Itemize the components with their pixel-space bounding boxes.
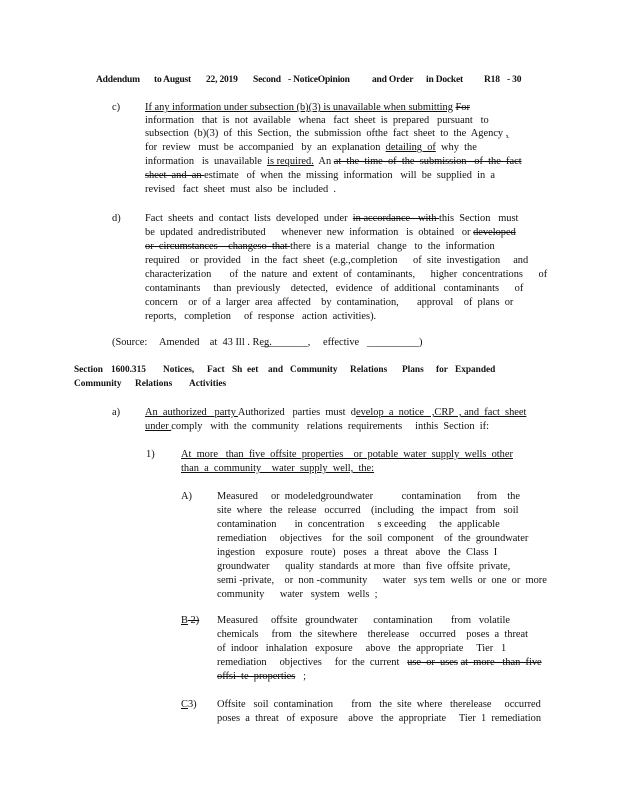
heading-text: Relations: [135, 379, 173, 389]
text-line: groundwater quality standards at more than five offsite private,: [217, 561, 511, 572]
header-text: Addendum: [96, 75, 140, 85]
text-line: of indoor inhalation exposure above the appropriate Tier 1: [217, 643, 507, 654]
item-label: [181, 698, 197, 711]
text-line: chemicals from the sitewhere therelease occurred poses a threat: [217, 629, 529, 640]
text-line: [145, 420, 489, 433]
heading-text: Community: [290, 365, 338, 375]
text-run: remediation objectives for the current: [217, 657, 408, 668]
heading-text: for: [436, 365, 448, 375]
heading-text: Community: [74, 379, 122, 389]
source-blank: __________): [367, 337, 423, 348]
struck-text: at more than five: [460, 657, 542, 668]
text-run: Fact sheets and contact lists developed under: [145, 213, 353, 224]
text-run: be updated andredistributed whenever new information is obtained or: [145, 227, 474, 238]
text-run: comply with the community relations requirements inthis Section if:: [171, 421, 489, 432]
inserted-text: than a community water supply well, the:: [181, 463, 375, 474]
header-text: 22, 2019: [206, 75, 238, 85]
text-run: subsection (b)(3) of this Section, the submission ofthe fact sheet to the Agency: [145, 128, 504, 139]
text-line: [145, 240, 495, 253]
source-blank: _________,: [261, 337, 311, 348]
text-line: ingestion exposure route) poses a threat above the Class I: [217, 547, 498, 558]
inserted-text: C: [181, 699, 188, 710]
text-line: required or provided in the fact sheet (e.g.,completion of site investigation and: [145, 255, 529, 266]
item-label: A): [181, 491, 192, 502]
struck-text: at the time of the submission of the fact: [333, 156, 522, 167]
text-run: ;: [295, 671, 306, 682]
text-run: information is unavailable: [145, 156, 268, 167]
text-line: revised fact sheet must also be included .: [145, 184, 337, 195]
item-label: a): [112, 407, 121, 418]
heading-text: Section: [74, 365, 103, 375]
text-line: [145, 101, 470, 114]
heading-text: Expanded: [455, 365, 496, 375]
heading-text: 1600.315: [111, 365, 146, 375]
text-run: 3): [187, 699, 197, 710]
inserted-text: At more than five offsite properties or potable water supply wells other: [181, 449, 513, 460]
inserted-text: ,: [505, 128, 509, 139]
inserted-text: B: [181, 615, 188, 626]
header-text: - 30: [507, 75, 522, 85]
struck-text: 2): [187, 615, 200, 626]
header-text: Second: [253, 75, 281, 85]
item-label: d): [112, 213, 121, 224]
heading-text: Activities: [189, 379, 227, 389]
text-run: estimate of when the missing information will be supplied in a: [204, 170, 496, 181]
text-line: Offsite soil contamination from the site where therelease occurred: [217, 699, 541, 710]
text-line: [145, 212, 518, 225]
struck-text: For: [455, 102, 470, 113]
text-line: poses a threat of exposure above the appropriate Tier 1 remediation: [217, 713, 542, 724]
heading-text: Relations: [350, 365, 388, 375]
text-line: contaminants than previously detected, evidence of additional contaminants of: [145, 283, 524, 294]
header-text: - NoticeOpinion: [288, 75, 350, 85]
header-text: R18: [484, 75, 500, 85]
struck-text: developed: [473, 227, 516, 238]
inserted-text: detailing of: [385, 142, 436, 153]
inserted-text: If any information under subsection (b)(3) is unavailable when submitting: [145, 102, 453, 113]
item-label: 1): [146, 449, 155, 460]
heading-text: Sh eet: [232, 365, 259, 375]
heading-text: and: [268, 365, 283, 375]
text-line: [217, 670, 306, 683]
text-line: characterization of the nature and extent of contaminants, higher concentrations of: [145, 269, 548, 280]
item-label: c): [112, 102, 121, 113]
item-label: [181, 614, 199, 627]
text-line: [145, 155, 522, 168]
inserted-text: under: [145, 421, 172, 432]
struck-text: offsi te properties: [217, 671, 296, 682]
inserted-text: is required.: [267, 156, 314, 167]
text-line: contamination in concentration s exceeding the applicable: [217, 519, 500, 530]
heading-text: Plans: [402, 365, 424, 375]
text-line: remediation objectives for the soil component of the groundwater: [217, 533, 529, 544]
text-line: [145, 406, 526, 419]
source-label: (Source:: [112, 337, 148, 348]
text-run: there is a material change to the information: [290, 241, 495, 252]
text-line: site where the release occurred (including the impact from soil: [217, 505, 519, 516]
text-run: An: [313, 156, 334, 167]
text-line: [217, 656, 542, 669]
text-run: Authorized parties must d: [237, 407, 356, 418]
text-line: [145, 141, 477, 154]
struck-text: sheet and an: [145, 170, 205, 181]
text-line: Measured offsite groundwater contamination from volatile: [217, 615, 510, 626]
text-line: information that is not available whena fact sheet is prepared pursuant to: [145, 115, 489, 126]
text-line: reports, completion of response action activities).: [145, 311, 377, 322]
source-text: effective: [323, 337, 360, 348]
struck-text: in accordance with: [352, 213, 440, 224]
heading-text: Fact: [207, 365, 225, 375]
header-text: in Docket: [426, 75, 463, 85]
text-run: this Section must: [439, 213, 519, 224]
header-text: to August: [154, 75, 192, 85]
text-line: Measured or modeledgroundwater contamination from the: [217, 491, 520, 502]
text-run: why the: [435, 142, 477, 153]
text-run: for review must be accompanied by an explanation: [145, 142, 386, 153]
heading-text: Notices,: [163, 365, 195, 375]
text-line: semi -private, or non -community water sys tem wells or one or more: [217, 575, 547, 586]
text-line: community water system wells ;: [217, 589, 378, 600]
text-line: [145, 127, 508, 140]
struck-text: or circumstances changeso that: [145, 241, 291, 252]
text-line: [145, 226, 516, 239]
inserted-text: evelop a notice ,CRP , and fact sheet: [355, 407, 527, 418]
inserted-text: An authorized party: [145, 407, 238, 418]
source-text: Amended at 43 Ill . Reg.: [159, 337, 272, 348]
text-line: concern or of a larger area affected by contamination, approval of plans or: [145, 297, 514, 308]
struck-text: use or uses: [407, 657, 458, 668]
text-line: [145, 169, 495, 182]
header-text: and Order: [372, 75, 414, 85]
